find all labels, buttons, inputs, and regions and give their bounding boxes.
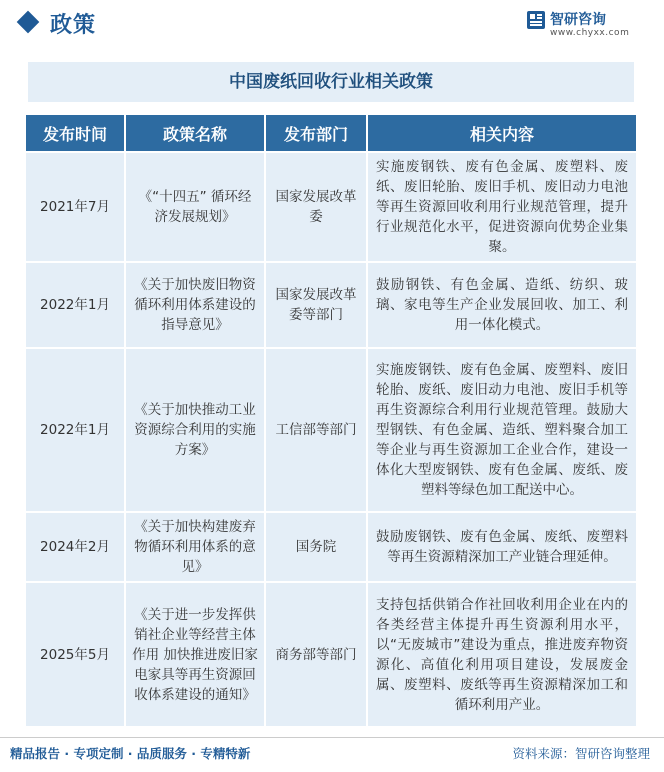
cell-date: 2021年7月 <box>25 152 125 262</box>
cell-dept: 工信部等部门 <box>265 348 367 512</box>
section-title: 政策 <box>50 13 97 38</box>
cell-dept: 国务院 <box>265 512 367 582</box>
column-header-name: 政策名称 <box>125 114 265 152</box>
cell-content: 鼓励废钢铁、废有色金属、废纸、废塑料等再生资源精深加工产业链合理延伸。 <box>367 512 637 582</box>
column-header-dept: 发布部门 <box>265 114 367 152</box>
cell-content: 鼓励钢铁、有色金属、造纸、纺织、玻璃、家电等生产企业发展回收、加工、利用一体化模式。 <box>367 262 637 348</box>
cell-dept: 国家发展改革委等部门 <box>265 262 367 348</box>
cell-dept: 国家发展改革委 <box>265 152 367 262</box>
cell-content: 实施废钢铁、废有色金属、废塑料、废纸、废旧轮胎、废旧手机、废旧动力电池等再生资源回收利用行业规范管理，提升行业规范化水平，促进资源向优势企业集聚。 <box>367 152 637 262</box>
cell-policy-name: 《关于加快废旧物资循环利用体系建设的指导意见》 <box>125 262 265 348</box>
table-row <box>25 582 637 727</box>
logo-text: 智研咨询 <box>550 12 606 28</box>
logo-url: www.chyxx.com <box>550 28 630 38</box>
footer-source: 资料来源：智研咨询整理 <box>512 746 650 761</box>
column-header-date: 发布时间 <box>25 114 125 152</box>
logo[interactable] <box>526 8 646 40</box>
table-header-row <box>25 114 637 152</box>
cell-content: 支持包括供销合作社回收利用企业在内的各类经营主体提升再生资源利用水平，以“无废城市”建设为重点，推进废弃物资源化、高值化利用项目建设，发展废金属、废塑料、废纸等再生资源精深加工和循环利用产业。 <box>367 582 637 727</box>
table-title: 中国废纸回收行业相关政策 <box>28 62 634 102</box>
table-row <box>25 512 637 582</box>
footer-slogan: 精品报告 · 专项定制 · 品质服务 · 专精特新 <box>10 746 251 761</box>
cell-policy-name: 《“十四五” 循环经济发展规划》 <box>125 152 265 262</box>
cell-date: 2022年1月 <box>25 348 125 512</box>
table-row <box>25 348 637 512</box>
table-row <box>25 262 637 348</box>
cell-date: 2022年1月 <box>25 262 125 348</box>
cell-date: 2025年5月 <box>25 582 125 727</box>
cell-policy-name: 《关于加快构建废弃物循环利用体系的意见》 <box>125 512 265 582</box>
cell-policy-name: 《关于加快推动工业资源综合利用的实施方案》 <box>125 348 265 512</box>
footer-divider <box>0 737 664 738</box>
cell-policy-name: 《关于进一步发挥供销社企业等经营主体作用 加快推进废旧家电家具等再生资源回收体系建设的通知》 <box>125 582 265 727</box>
logo-icon <box>526 10 546 30</box>
cell-date: 2024年2月 <box>25 512 125 582</box>
table-row <box>25 152 637 262</box>
header <box>0 0 664 46</box>
diamond-icon <box>17 11 40 34</box>
column-header-content: 相关内容 <box>367 114 637 152</box>
policy-table <box>24 113 638 728</box>
cell-content: 实施废钢铁、废有色金属、废塑料、废旧轮胎、废纸、废旧动力电池、废旧手机等再生资源综合利用行业规范管理。鼓励大型钢铁、有色金属、造纸、塑料聚合加工等企业与再生资源加工企业合作，建设一体化大型废钢铁、废有色金属、废纸、废塑料等绿色加工配送中心。 <box>367 348 637 512</box>
cell-dept: 商务部等部门 <box>265 582 367 727</box>
